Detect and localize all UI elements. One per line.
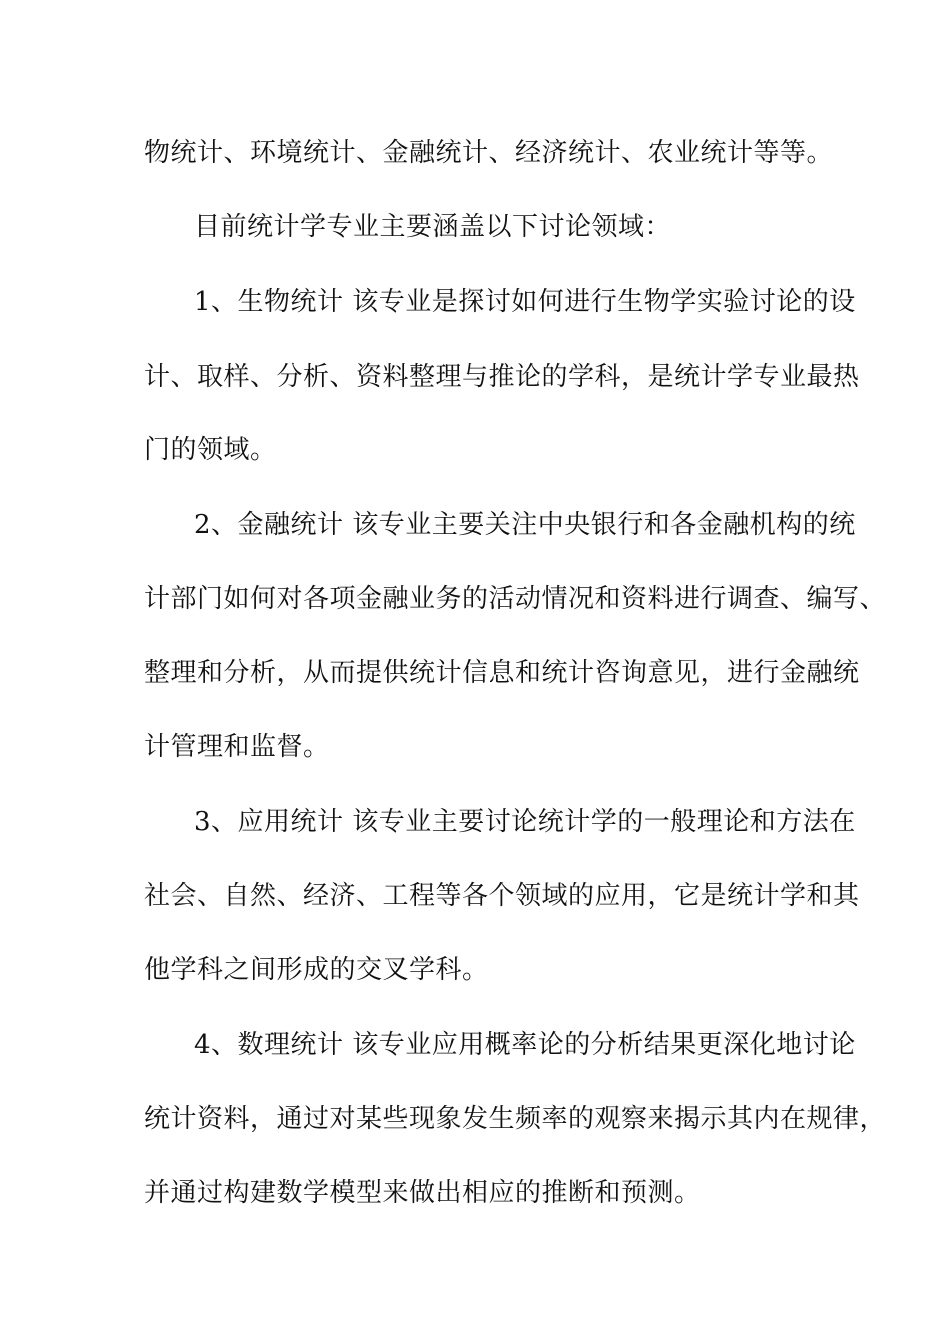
text-line-2: 目前统计学专业主要涵盖以下讨论领域： [194, 212, 672, 242]
text-line-6: 2、金融统计 该专业主要关注中央银行和各金融机构的统 [194, 510, 856, 540]
text-line-15: 并通过构建数学模型来做出相应的推断和预测。 [144, 1178, 701, 1208]
text-line-3: 1、生物统计 该专业是探讨如何进行生物学实验讨论的设 [194, 287, 856, 317]
text-line-1: 物统计、环境统计、金融统计、经济统计、农业统计等等。 [144, 138, 834, 168]
text-line-11: 社会、自然、经济、工程等各个领域的应用，它是统计学和其 [144, 881, 860, 911]
text-line-5: 门的领域。 [144, 435, 277, 465]
text-line-7: 计部门如何对各项金融业务的活动情况和资料进行调查、编写、 [144, 584, 887, 614]
text-line-8: 整理和分析，从而提供统计信息和统计咨询意见，进行金融统 [144, 658, 860, 688]
text-line-9: 计管理和监督。 [144, 732, 330, 762]
text-line-13: 4、数理统计 该专业应用概率论的分析结果更深化地讨论 [194, 1030, 856, 1060]
text-line-10: 3、应用统计 该专业主要讨论统计学的一般理论和方法在 [194, 807, 856, 837]
text-line-12: 他学科之间形成的交叉学科。 [144, 955, 489, 985]
text-line-14: 统计资料，通过对某些现象发生频率的观察来揭示其内在规律， [144, 1104, 887, 1134]
text-line-4: 计、取样、分析、资料整理与推论的学科，是统计学专业最热 [144, 362, 860, 392]
